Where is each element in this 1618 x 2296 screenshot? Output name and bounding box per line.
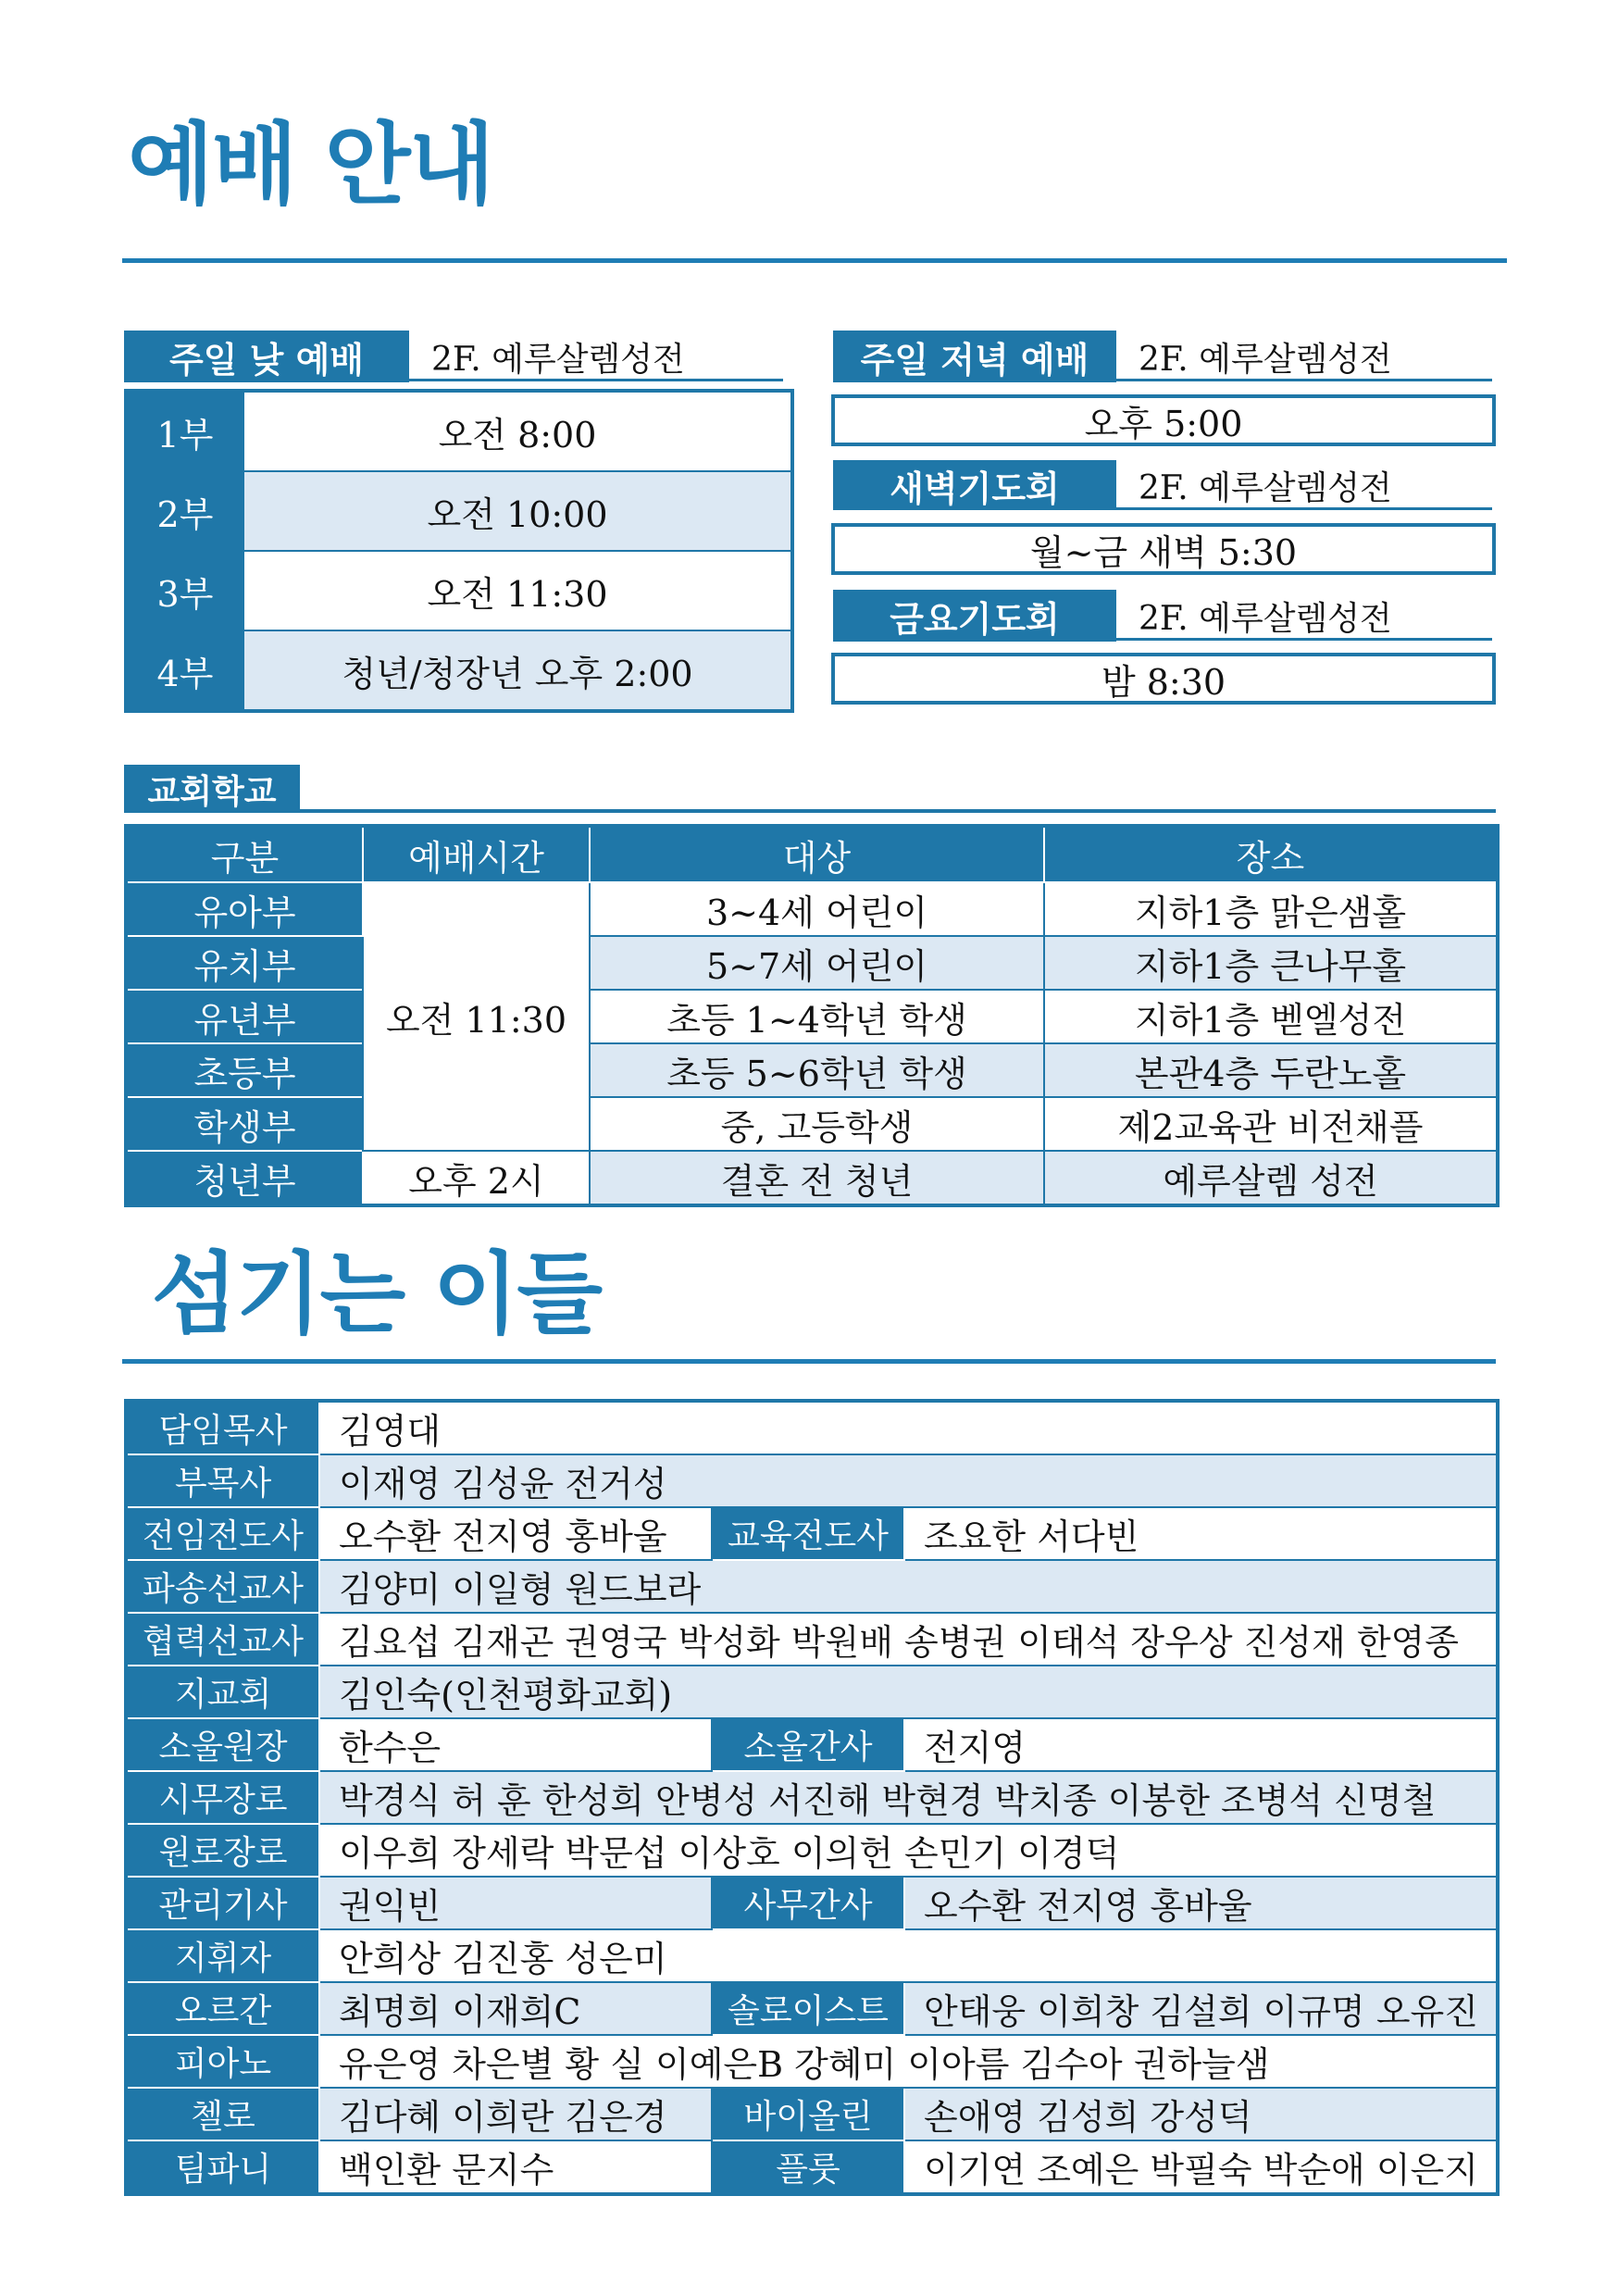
- service-time: 오전 11:30: [243, 551, 792, 630]
- staff-role: 교육전도사: [712, 1507, 904, 1560]
- place: 제2교육관 비전채플: [1044, 1097, 1498, 1151]
- target: 초등 1~4학년 학생: [590, 990, 1044, 1043]
- staff-names: 권익빈: [319, 1877, 712, 1929]
- staff-names: 김인숙(인천평화교회): [319, 1666, 1498, 1718]
- table-row: [126, 1151, 1498, 1205]
- column-header: 장소: [1044, 826, 1498, 882]
- table-row: [126, 936, 1498, 990]
- staff-role: 팀파니: [126, 2140, 319, 2194]
- place: 지하1층 맑은샘홀: [1044, 882, 1498, 936]
- church-school-underline: [300, 809, 1496, 813]
- staff-row: [126, 1929, 1498, 1982]
- staff-names: 조요한 서다빈: [904, 1507, 1498, 1560]
- staff-row: [126, 2140, 1498, 2194]
- table-row: [126, 1043, 1498, 1097]
- table-row: [126, 990, 1498, 1043]
- staff-role: 전임전도사: [126, 1507, 319, 1560]
- dawn-prayer-location: 2F. 예루살렘성전: [1139, 468, 1392, 507]
- department: 학생부: [126, 1097, 363, 1151]
- church-school-table: [124, 824, 1500, 1207]
- service-part: 1부: [126, 391, 243, 471]
- staff-names: 백인환 문지수: [319, 2140, 712, 2194]
- service-part: 4부: [126, 630, 243, 711]
- target: 3~4세 어린이: [590, 882, 1044, 936]
- staff-role: 바이올린: [712, 2088, 904, 2140]
- service-time: 청년/청장년 오후 2:00: [243, 630, 792, 711]
- dawn-prayer-underline: [1116, 507, 1492, 510]
- staff-row: [126, 1560, 1498, 1613]
- friday-prayer-location: 2F. 예루살렘성전: [1139, 599, 1392, 638]
- service-row: [126, 630, 792, 711]
- staff-row: [126, 1824, 1498, 1877]
- dawn-prayer-label: 새벽기도회: [833, 460, 1116, 510]
- staff-table: [124, 1399, 1500, 2196]
- staff-names: 안희상 김진홍 성은미: [319, 1929, 1498, 1982]
- column-header: 대상: [590, 826, 1044, 882]
- sunday-day-underline: [409, 379, 783, 381]
- target: 5~7세 어린이: [590, 936, 1044, 990]
- dawn-prayer-time: 월~금 새벽 5:30: [831, 523, 1496, 575]
- staff-names: 박경식 허 훈 한성희 안병성 서진해 박현경 박치종 이봉한 조병석 신명철: [319, 1771, 1498, 1824]
- staff-role: 파송선교사: [126, 1560, 319, 1613]
- service-part: 2부: [126, 471, 243, 551]
- staff-row: [126, 1982, 1498, 2035]
- service-row: [126, 471, 792, 551]
- service-part: 3부: [126, 551, 243, 630]
- staff-role: 협력선교사: [126, 1613, 319, 1666]
- staff-row: [126, 2035, 1498, 2088]
- staff-role: 시무장로: [126, 1771, 319, 1824]
- service-time: 오전 10:00: [243, 471, 792, 551]
- place: 지하1층 벧엘성전: [1044, 990, 1498, 1043]
- church-school-label: 교회학교: [124, 765, 300, 813]
- staff-names: 손애영 김성희 강성덕: [904, 2088, 1498, 2140]
- staff-row: [126, 1718, 1498, 1771]
- place: 예루살렘 성전: [1044, 1151, 1498, 1205]
- staff-row: [126, 1666, 1498, 1718]
- sunday-service-table: [124, 389, 794, 713]
- staff-row: [126, 2088, 1498, 2140]
- worship-time: 오후 2시: [363, 1151, 590, 1205]
- staff-role: 오르간: [126, 1982, 319, 2035]
- sunday-day-location: 2F. 예루살렘성전: [431, 340, 685, 379]
- friday-prayer-time: 밤 8:30: [831, 653, 1496, 705]
- table-header-row: [126, 826, 1498, 882]
- sunday-evening-label: 주일 저녁 예배: [833, 331, 1116, 382]
- staff-role: 지교회: [126, 1666, 319, 1718]
- table-row: [126, 1097, 1498, 1151]
- staff-row: [126, 1507, 1498, 1560]
- staff-names: 이기연 조예은 박필숙 박순애 이은지: [904, 2140, 1498, 2194]
- department: 청년부: [126, 1151, 363, 1205]
- staff-names: 전지영: [904, 1718, 1498, 1771]
- sunday-evening-underline: [1116, 379, 1492, 381]
- department: 초등부: [126, 1043, 363, 1097]
- service-time: 오전 8:00: [243, 391, 792, 471]
- staff-row: [126, 1877, 1498, 1929]
- staff-names: 이재영 김성윤 전거성: [319, 1454, 1498, 1507]
- staff-row: [126, 1401, 1498, 1454]
- staff-role: 피아노: [126, 2035, 319, 2088]
- worship-title: 예배 안내: [128, 113, 493, 217]
- staff-title-rule: [122, 1359, 1496, 1364]
- target: 결혼 전 청년: [590, 1151, 1044, 1205]
- staff-names: 이우희 장세락 박문섭 이상호 이의헌 손민기 이경덕: [319, 1824, 1498, 1877]
- department: 유년부: [126, 990, 363, 1043]
- sunday-day-label: 주일 낮 예배: [124, 331, 409, 382]
- staff-role: 첼로: [126, 2088, 319, 2140]
- staff-names: 오수환 전지영 홍바울: [319, 1507, 712, 1560]
- shared-worship-time: 오전 11:30: [363, 882, 590, 1151]
- column-header: 구분: [126, 826, 363, 882]
- staff-names: 김요섭 김재곤 권영국 박성화 박원배 송병권 이태석 장우상 진성재 한영종: [319, 1613, 1498, 1666]
- staff-names: 오수환 전지영 홍바울: [904, 1877, 1498, 1929]
- staff-title: 섬기는 이들: [152, 1242, 602, 1346]
- staff-role: 담임목사: [126, 1401, 319, 1454]
- staff-role: 원로장로: [126, 1824, 319, 1877]
- sunday-evening-location: 2F. 예루살렘성전: [1139, 340, 1392, 379]
- staff-names: 김양미 이일형 원드보라: [319, 1560, 1498, 1613]
- staff-role: 소울원장: [126, 1718, 319, 1771]
- staff-names: 한수은: [319, 1718, 712, 1771]
- staff-role: 솔로이스트: [712, 1982, 904, 2035]
- staff-row: [126, 1454, 1498, 1507]
- staff-role: 지휘자: [126, 1929, 319, 1982]
- staff-names: 유은영 차은별 황 실 이예은B 강혜미 이아름 김수아 권하늘샘: [319, 2035, 1498, 2088]
- column-header: 예배시간: [363, 826, 590, 882]
- department: 유치부: [126, 936, 363, 990]
- staff-names: 김다혜 이희란 김은경: [319, 2088, 712, 2140]
- place: 본관4층 두란노홀: [1044, 1043, 1498, 1097]
- service-row: [126, 391, 792, 471]
- staff-role: 사무간사: [712, 1877, 904, 1929]
- staff-role: 소울간사: [712, 1718, 904, 1771]
- friday-prayer-underline: [1116, 638, 1492, 641]
- staff-names: 안태웅 이희창 김설희 이규명 오유진: [904, 1982, 1498, 2035]
- staff-role: 관리기사: [126, 1877, 319, 1929]
- sunday-evening-time: 오후 5:00: [831, 394, 1496, 446]
- staff-role: 부목사: [126, 1454, 319, 1507]
- target: 중, 고등학생: [590, 1097, 1044, 1151]
- target: 초등 5~6학년 학생: [590, 1043, 1044, 1097]
- place: 지하1층 큰나무홀: [1044, 936, 1498, 990]
- staff-names: 최명희 이재희C: [319, 1982, 712, 2035]
- table-row: [126, 882, 1498, 936]
- staff-row: [126, 1613, 1498, 1666]
- friday-prayer-label: 금요기도회: [833, 590, 1116, 642]
- service-row: [126, 551, 792, 630]
- department: 유아부: [126, 882, 363, 936]
- staff-row: [126, 1771, 1498, 1824]
- staff-names: 김영대: [319, 1401, 1498, 1454]
- staff-role: 플룻: [712, 2140, 904, 2194]
- title-rule: [122, 258, 1507, 263]
